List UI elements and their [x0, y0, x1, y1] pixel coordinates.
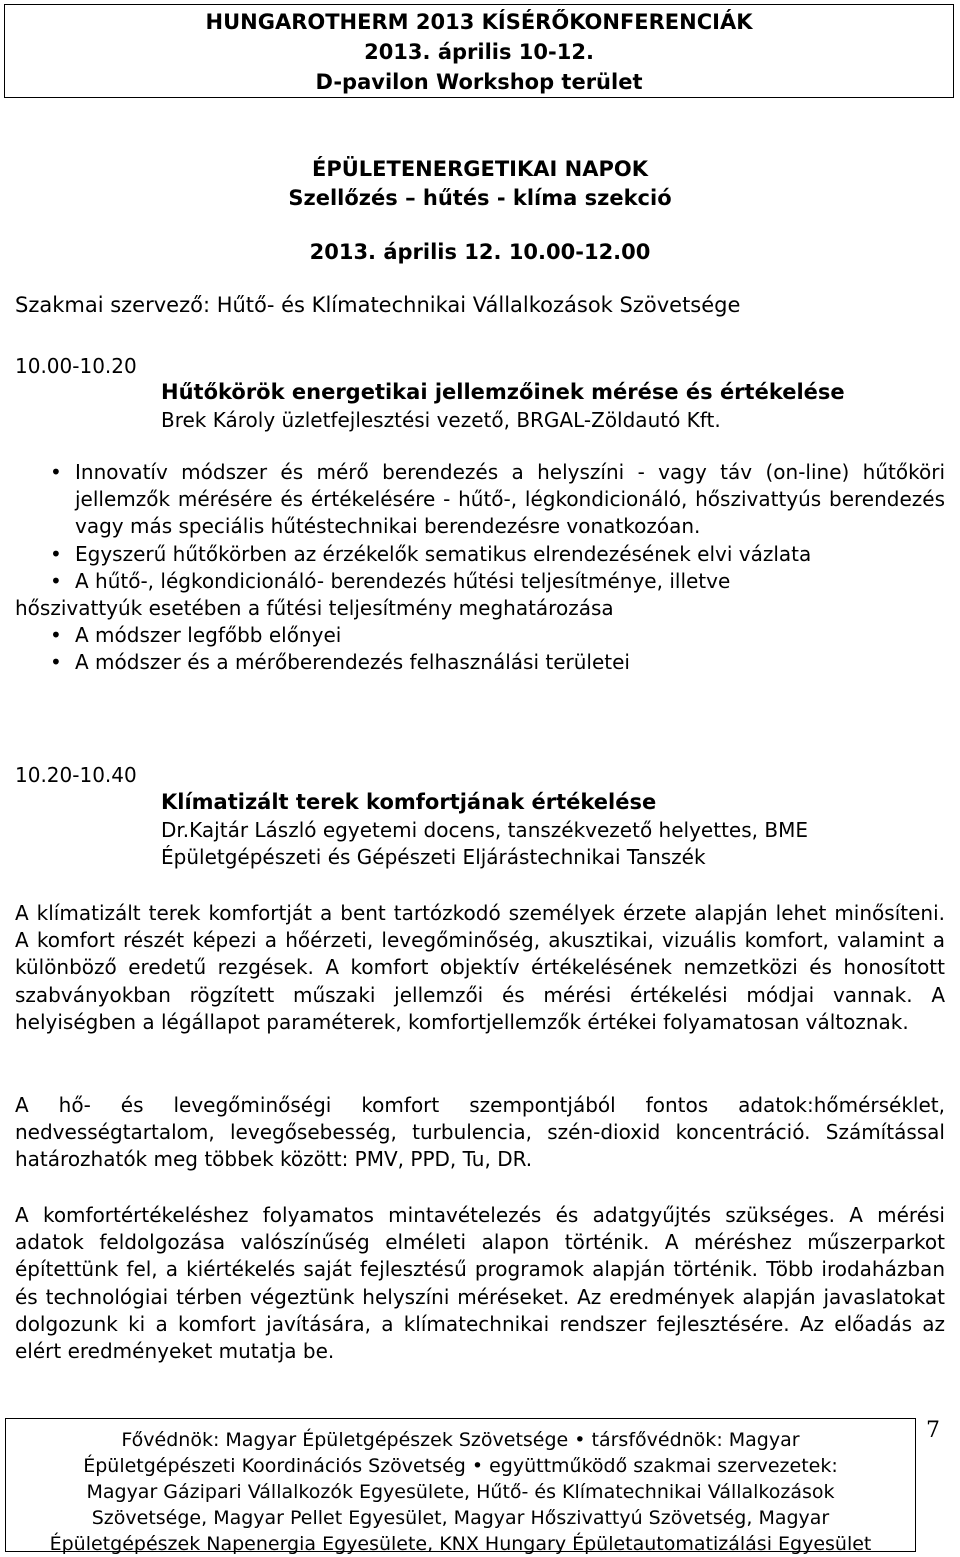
- talk2-speaker-line-1: Dr.Kajtár László egyetemi docens, tanszékvezető helyettes, BME: [161, 818, 808, 842]
- talk1-speaker: Brek Károly üzletfejlesztési vezető, BRGAL-Zöldautó Kft.: [161, 408, 721, 432]
- conference-header-box: [4, 4, 954, 98]
- header-line-3: D-pavilon Workshop terület: [315, 70, 643, 94]
- talk2-speaker-line-2: Épületgépészeti és Gépészeti Eljárástechnikai Tanszék: [161, 845, 706, 869]
- talk2-time: 10.20-10.40: [15, 763, 137, 787]
- sponsors-footer-box: [5, 1418, 916, 1555]
- event-section: Szellőzés – hűtés - klíma szekció: [288, 186, 672, 210]
- talk1-bullet-list: [15, 459, 945, 677]
- talk2-paragraph-1: A klímatizált terek komfortját a bent tartózkodó személyek érzete alapján lehet minősíteni. A komfort részét képezi a hőérzeti, levegőminőség, akusztikai, vizuális komfort, valamint a különböző eredetű rezgések. A komfort objektív értékelésének nemzetközi és honosított szabványokban rögzített műszaki jellemzői és mérési értékelési módjai vannak. A helyiségben a légállapot paraméterek, komfortjellemzők értékei folyamatosan változnak.: [15, 901, 945, 1034]
- talk2-speaker: [161, 817, 808, 871]
- talk1-title: Hűtőkörök energetikai jellemzőinek mérése és értékelése: [161, 380, 845, 404]
- list-item: • A módszer és a mérőberendezés felhasználási területei: [50, 649, 945, 676]
- organizer-line: Szakmai szervező: Hűtő- és Klímatechnikai Vállalkozások Szövetsége: [15, 293, 741, 317]
- header-line-1: HUNGAROTHERM 2013 KÍSÉRŐKONFERENCIÁK: [205, 10, 753, 34]
- event-title-block: [0, 155, 960, 213]
- list-item: • Egyszerű hűtőkörben az érzékelők sematikus elrendezésének elvi vázlata: [50, 541, 945, 568]
- footer-line-5: Épületgépészek Napenergia Egyesülete, KNX Hungary Épületautomatizálási Egyesület: [49, 1533, 872, 1555]
- list-item: • A hűtő-, légkondicionáló- berendezés hűtési teljesítménye, illetve: [50, 568, 945, 595]
- list-item: • Innovatív módszer és mérő berendezés a helyszíni - vagy táv (on-line) hűtőköri jellemzők mérésére és értékelésére - hűtő-, légkondicionáló, hőszivattyús berendezés vagy más speciális hűtéstechnikai berendezésre vonatkozóan.: [50, 459, 945, 541]
- talk2-paragraph-3: A komfortértékeléshez folyamatos mintavételezés és adatgyűjtés szükséges. A mérési adatok feldolgozása valószínűség elméleti alapon történik. A méréshez műszerparkot építettünk fel, a kiértékelés saját fejlesztésű programok alapján történik. Több irodaházban és technológiai térben végeztünk helyszíni méréseket. Az eredmények alapján javaslatokat dolgozunk ki a komfort javítására, a klímatechnikai rendszer fejlesztésére. Az előadás az elért eredményeket mutatja be.: [15, 1203, 945, 1364]
- page-number: 7: [926, 1418, 940, 1443]
- list-item-continuation: hőszivattyúk esetében a fűtési teljesítmény meghatározása: [15, 596, 614, 621]
- talk1-time: 10.00-10.20: [15, 354, 137, 378]
- footer-line-2: Épületgépészeti Koordinációs Szövetség • együttműködő szakmai szervezetek:: [83, 1455, 838, 1477]
- talk2-title: Klímatizált terek komfortjának értékelése: [161, 790, 657, 814]
- footer-line-1: Fővédnök: Magyar Épületgépészek Szövetsége • társfővédnök: Magyar: [121, 1429, 800, 1451]
- footer-line-4: Szövetsége, Magyar Pellet Egyesület, Magyar Hőszivattyú Szövetség, Magyar: [91, 1507, 830, 1529]
- footer-line-3: Magyar Gázipari Vállalkozók Egyesülete, Hűtő- és Klímatechnikai Vállalkozások: [86, 1481, 835, 1503]
- list-item: • A módszer legfőbb előnyei: [50, 622, 945, 649]
- event-title: ÉPÜLETENERGETIKAI NAPOK: [312, 157, 648, 181]
- event-date: 2013. április 12. 10.00-12.00: [309, 240, 651, 264]
- talk2-paragraph-2: A hő- és levegőminőségi komfort szempontjából fontos adatok:hőmérséklet, nedvességtartalom, levegősebesség, turbulencia, szén-dioxid koncentráció. Számítással határozhatók meg többek között: PMV, PPD, Tu, DR.: [15, 1093, 945, 1172]
- header-line-2: 2013. április 10-12.: [364, 40, 594, 64]
